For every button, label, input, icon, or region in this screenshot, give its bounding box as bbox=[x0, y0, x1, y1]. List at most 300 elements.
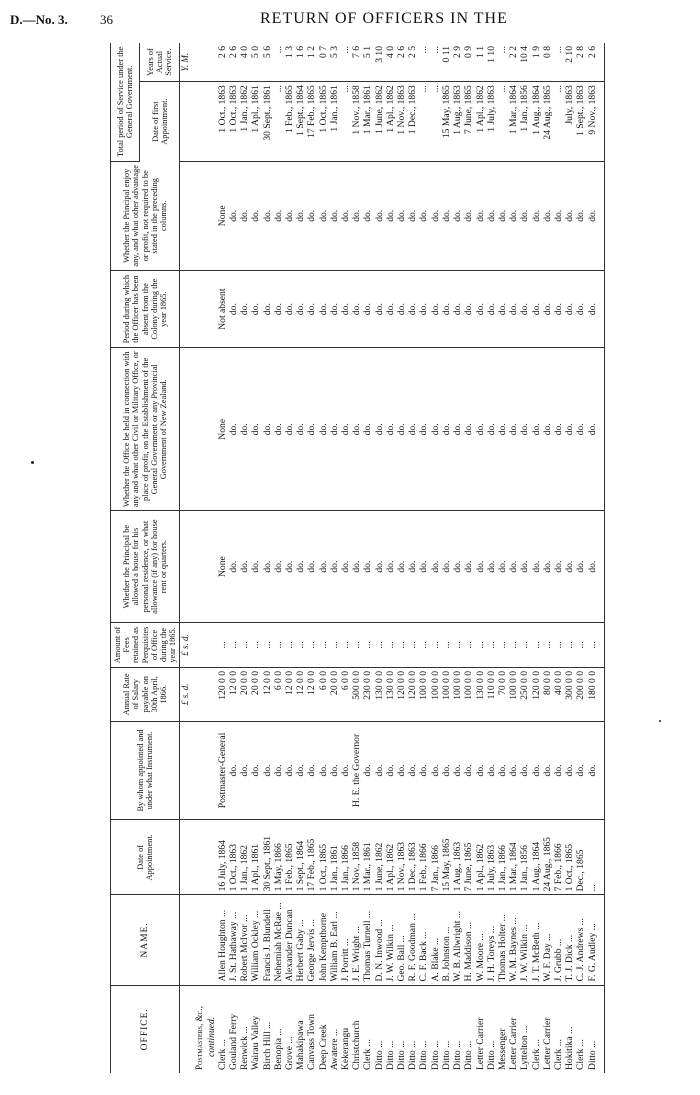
first-appointment-cell: 1 Jan., 1856 bbox=[519, 82, 530, 161]
first-appointment-cell: 1 Jan., 1861 bbox=[329, 82, 340, 161]
table-row bbox=[273, 43, 284, 1073]
fees-cell: ... bbox=[273, 622, 284, 667]
fees-cell: ... bbox=[575, 622, 586, 667]
table-row bbox=[329, 43, 340, 1073]
salary-cell: 180 0 0 bbox=[587, 667, 598, 721]
house-cell: do. bbox=[306, 511, 317, 623]
fees-cell: ... bbox=[407, 622, 418, 667]
house-cell: do. bbox=[519, 511, 530, 623]
office-cell: Ditto ... bbox=[373, 1040, 385, 1070]
fees-units: £ s. d. bbox=[180, 622, 195, 667]
fees-cell: ... bbox=[553, 622, 564, 667]
years-service-cell: ... bbox=[273, 43, 284, 82]
house-cell: do. bbox=[407, 511, 418, 623]
date-cell: 1 Oct., 1865 bbox=[318, 820, 329, 895]
house-cell: do. bbox=[553, 511, 564, 623]
absent-cell: do. bbox=[531, 271, 542, 348]
name-cell: Allen Houghton ... bbox=[217, 895, 228, 985]
office-cell: Benopia ... bbox=[272, 1028, 284, 1070]
date-cell: 7 Jan., 1866 bbox=[430, 820, 441, 895]
salary-cell: 100 0 0 bbox=[441, 667, 452, 721]
col-absent: Period during which the Officer has been absent from the Colony during the year 1865. bbox=[111, 271, 180, 348]
table-row bbox=[430, 43, 441, 1073]
office-cell: Letter Carrier bbox=[541, 1017, 553, 1070]
col-office: OFFICE. bbox=[111, 985, 180, 1073]
house-cell: do. bbox=[475, 511, 486, 623]
absent-cell: do. bbox=[239, 271, 250, 348]
name-cell: Thomas Turnell ... bbox=[362, 895, 373, 985]
years-service-cell: 1 9 bbox=[531, 43, 542, 82]
years-service-cell: 2 6 bbox=[396, 43, 407, 82]
advantage-cell: do. bbox=[452, 161, 463, 270]
absent-cell: do. bbox=[318, 271, 329, 348]
col-name: NAME. bbox=[111, 895, 180, 985]
office-cell: Ditto ... bbox=[485, 1040, 497, 1070]
advantage-cell: do. bbox=[239, 161, 250, 270]
table-row bbox=[486, 43, 497, 1073]
table-row bbox=[553, 43, 564, 1073]
first-appointment-cell: 1 Oct., 1863 bbox=[228, 82, 239, 161]
appointed-by-cell: do. bbox=[273, 721, 284, 820]
absent-cell: do. bbox=[587, 271, 598, 348]
salary-cell: 6 0 0 bbox=[340, 667, 351, 721]
name-cell: D. N. Inwood ... bbox=[374, 895, 385, 985]
fees-cell: ... bbox=[318, 622, 329, 667]
office-cell: Ditto ... bbox=[384, 1040, 396, 1070]
salary-cell: 100 0 0 bbox=[463, 667, 474, 721]
table-row bbox=[374, 43, 385, 1073]
absent-cell: do. bbox=[441, 271, 452, 348]
name-cell: C. J. Andrews ... bbox=[575, 895, 586, 985]
col-fees: Amount of Fees retained as Perquisites of Office during the year 1865. bbox=[111, 622, 180, 667]
table-bottom-rule bbox=[598, 43, 605, 1073]
house-cell: do. bbox=[262, 511, 273, 623]
absent-cell: do. bbox=[430, 271, 441, 348]
col-years-service: Years of Actual Service. bbox=[140, 43, 180, 82]
date-cell: 24 Aug., 1865 bbox=[542, 820, 553, 895]
fees-cell: ... bbox=[396, 622, 407, 667]
first-appointment-cell: 1 Sept., 1864 bbox=[295, 82, 306, 161]
fees-cell: ... bbox=[217, 622, 228, 667]
years-service-cell: 0 9 bbox=[463, 43, 474, 82]
house-cell: do. bbox=[564, 511, 575, 623]
salary-cell: 12 0 0 bbox=[284, 667, 295, 721]
date-cell: 1 Nov., 1858 bbox=[351, 820, 362, 895]
absent-cell: do. bbox=[486, 271, 497, 348]
years-service-cell: 4 0 bbox=[239, 43, 250, 82]
date-cell: 30 Sept., 1861 bbox=[262, 820, 273, 895]
salary-cell: 6 0 0 bbox=[318, 667, 329, 721]
table-row bbox=[250, 43, 261, 1073]
date-cell: 1 Nov., 1863 bbox=[396, 820, 407, 895]
office-cell: Canvass Town bbox=[306, 1014, 318, 1070]
absent-cell: do. bbox=[463, 271, 474, 348]
table-row bbox=[452, 43, 463, 1073]
house-cell: do. bbox=[362, 511, 373, 623]
office-cell: Ditto ... bbox=[440, 1040, 452, 1070]
name-cell: R. F. Goodman ... bbox=[407, 895, 418, 985]
fees-cell: ... bbox=[340, 622, 351, 667]
date-cell: 1 Dec., 1863 bbox=[407, 820, 418, 895]
appointed-by-cell: do. bbox=[475, 721, 486, 820]
name-cell: J. W. Wilkin ... bbox=[519, 895, 530, 985]
absent-cell: do. bbox=[475, 271, 486, 348]
advantage-cell: do. bbox=[340, 161, 351, 270]
advantage-cell: do. bbox=[587, 161, 598, 270]
office-cell: Gouland Ferry bbox=[228, 1013, 240, 1070]
ink-speck bbox=[31, 461, 34, 464]
fees-cell: ... bbox=[519, 622, 530, 667]
first-appointment-cell: 1 Aug., 1864 bbox=[531, 82, 542, 161]
fees-cell: ... bbox=[262, 622, 273, 667]
house-cell: do. bbox=[273, 511, 284, 623]
salary-cell: 12 0 0 bbox=[228, 667, 239, 721]
date-cell: 1 Feb., 1866 bbox=[418, 820, 429, 895]
years-service-cell: 1 3 bbox=[284, 43, 295, 82]
appointed-by-cell: do. bbox=[553, 721, 564, 820]
advantage-cell: do. bbox=[542, 161, 553, 270]
house-cell: do. bbox=[542, 511, 553, 623]
date-cell: Dec., 1865 bbox=[575, 820, 586, 895]
units-row bbox=[180, 43, 195, 1073]
salary-units: £ s. d. bbox=[180, 667, 195, 721]
other-office-cell: do. bbox=[463, 348, 474, 511]
appointed-by-cell: do. bbox=[295, 721, 306, 820]
office-cell: Birch Hill ... bbox=[261, 1021, 273, 1070]
table-row bbox=[217, 43, 228, 1073]
date-cell: 1 Mar., 1864 bbox=[508, 820, 519, 895]
salary-cell: 120 0 0 bbox=[531, 667, 542, 721]
fees-cell: ... bbox=[239, 622, 250, 667]
table-row bbox=[318, 43, 329, 1073]
date-cell: 1 Feb., 1865 bbox=[284, 820, 295, 895]
fees-cell: ... bbox=[250, 622, 261, 667]
years-service-cell: 0 11 bbox=[441, 43, 452, 82]
salary-cell: 40 0 0 bbox=[553, 667, 564, 721]
advantage-cell: do. bbox=[329, 161, 340, 270]
house-cell: do. bbox=[385, 511, 396, 623]
first-appointment-cell: ... bbox=[497, 82, 508, 161]
name-cell: Alexander Duncan bbox=[284, 895, 295, 985]
advantage-cell: do. bbox=[396, 161, 407, 270]
years-service-cell: ... bbox=[553, 43, 564, 82]
salary-cell: 110 0 0 bbox=[486, 667, 497, 721]
first-appointment-cell: 17 Feb., 1865 bbox=[306, 82, 317, 161]
name-cell: H. Maddison ... bbox=[463, 895, 474, 985]
date-cell: 1 Mar., 1861 bbox=[362, 820, 373, 895]
salary-cell: 20 0 0 bbox=[329, 667, 340, 721]
other-office-cell: do. bbox=[306, 348, 317, 511]
years-service-cell: 5 6 bbox=[262, 43, 273, 82]
absent-cell: do. bbox=[542, 271, 553, 348]
first-appointment-cell: 1 Mar., 1864 bbox=[508, 82, 519, 161]
appointed-by-cell: do. bbox=[441, 721, 452, 820]
page-title: RETURN OF OFFICERS IN THE bbox=[260, 10, 508, 27]
name-cell: J. T. McBeth ... bbox=[531, 895, 542, 985]
advantage-cell: do. bbox=[362, 161, 373, 270]
appointed-by-cell: do. bbox=[385, 721, 396, 820]
date-cell: 1 Jan., 1861 bbox=[329, 820, 340, 895]
advantage-cell: do. bbox=[295, 161, 306, 270]
appointed-by-cell: do. bbox=[250, 721, 261, 820]
other-office-cell: do. bbox=[407, 348, 418, 511]
appointed-by-cell: do. bbox=[418, 721, 429, 820]
date-cell: 1 July, 1863 bbox=[486, 820, 497, 895]
other-office-cell: do. bbox=[273, 348, 284, 511]
advantage-cell: do. bbox=[508, 161, 519, 270]
name-cell: Robert McIvor ... bbox=[239, 895, 250, 985]
table-row bbox=[295, 43, 306, 1073]
other-office-cell: None bbox=[217, 348, 228, 511]
first-appointment-cell: 1 Apl., 1861 bbox=[250, 82, 261, 161]
table-row bbox=[575, 43, 586, 1073]
table-row bbox=[441, 43, 452, 1073]
officers-table-rotated bbox=[110, 43, 670, 1073]
table-row bbox=[340, 43, 351, 1073]
other-office-cell: do. bbox=[452, 348, 463, 511]
section-row bbox=[194, 43, 205, 1073]
first-appointment-cell: 1 July, 1863 bbox=[486, 82, 497, 161]
table-row bbox=[463, 43, 474, 1073]
salary-cell: 100 0 0 bbox=[452, 667, 463, 721]
other-office-cell: do. bbox=[587, 348, 598, 511]
table-row bbox=[564, 43, 575, 1073]
advantage-cell: do. bbox=[318, 161, 329, 270]
office-cell: Ditto ... bbox=[452, 1040, 464, 1070]
years-service-cell: 1 10 bbox=[486, 43, 497, 82]
advantage-cell: do. bbox=[531, 161, 542, 270]
house-cell: do. bbox=[418, 511, 429, 623]
absent-cell: do. bbox=[418, 271, 429, 348]
house-cell: do. bbox=[329, 511, 340, 623]
col-by-whom: By whom appointed and under what Instrument. bbox=[111, 721, 180, 820]
office-cell: Hokitika ... bbox=[564, 1026, 576, 1070]
absent-cell: do. bbox=[273, 271, 284, 348]
salary-cell: 12 0 0 bbox=[306, 667, 317, 721]
advantage-cell: do. bbox=[273, 161, 284, 270]
office-cell: Mahakipawa bbox=[295, 1020, 307, 1070]
salary-cell: 20 0 0 bbox=[250, 667, 261, 721]
salary-cell: 80 0 0 bbox=[542, 667, 553, 721]
table-row bbox=[418, 43, 429, 1073]
table-row bbox=[351, 43, 362, 1073]
advantage-cell: do. bbox=[351, 161, 362, 270]
years-service-cell: 5 1 bbox=[362, 43, 373, 82]
office-cell: Kekerangu bbox=[340, 1027, 352, 1070]
date-cell: 15 May, 1865 bbox=[441, 820, 452, 895]
house-cell: do. bbox=[430, 511, 441, 623]
office-cell: Ditto ... bbox=[418, 1040, 430, 1070]
name-cell: Geo. Ball ... bbox=[396, 895, 407, 985]
absent-cell: do. bbox=[553, 271, 564, 348]
absent-cell: do. bbox=[329, 271, 340, 348]
other-office-cell: do. bbox=[362, 348, 373, 511]
date-cell: 1 Apl., 1861 bbox=[250, 820, 261, 895]
name-cell: W. M. Baynes ... bbox=[508, 895, 519, 985]
appointed-by-cell: do. bbox=[362, 721, 373, 820]
fees-cell: ... bbox=[306, 622, 317, 667]
house-cell: do. bbox=[340, 511, 351, 623]
advantage-cell: do. bbox=[475, 161, 486, 270]
appointed-by-cell: do. bbox=[306, 721, 317, 820]
years-service-cell: 2 6 bbox=[217, 43, 228, 82]
date-cell: 7 Feb., 1866 bbox=[553, 820, 564, 895]
advantage-cell: do. bbox=[564, 161, 575, 270]
name-cell: B. Johnston ... bbox=[441, 895, 452, 985]
fees-cell: ... bbox=[497, 622, 508, 667]
office-cell: Wairau Valley bbox=[250, 1015, 262, 1070]
advantage-cell: do. bbox=[284, 161, 295, 270]
years-service-cell: ... bbox=[340, 43, 351, 82]
fees-cell: ... bbox=[564, 622, 575, 667]
other-office-cell: do. bbox=[340, 348, 351, 511]
appointed-by-cell: do. bbox=[452, 721, 463, 820]
other-office-cell: do. bbox=[295, 348, 306, 511]
date-cell: 1 June, 1862 bbox=[374, 820, 385, 895]
first-appointment-cell: ... bbox=[553, 82, 564, 161]
office-cell: Ditto ... bbox=[396, 1040, 408, 1070]
advantage-cell: do. bbox=[497, 161, 508, 270]
other-office-cell: do. bbox=[430, 348, 441, 511]
name-cell: Herbert Gaby ... bbox=[295, 895, 306, 985]
house-cell: do. bbox=[250, 511, 261, 623]
name-cell: J. E. Wright ... bbox=[351, 895, 362, 985]
name-cell: T. J. Dick ... bbox=[564, 895, 575, 985]
office-cell: Ditto ... bbox=[586, 1040, 598, 1070]
first-appointment-cell: 1 Dec., 1863 bbox=[407, 82, 418, 161]
date-cell: ... bbox=[587, 820, 598, 895]
advantage-cell: do. bbox=[519, 161, 530, 270]
years-service-cell: 7 6 bbox=[351, 43, 362, 82]
absent-cell: do. bbox=[575, 271, 586, 348]
appointed-by-cell: do. bbox=[228, 721, 239, 820]
years-service-cell: ... bbox=[497, 43, 508, 82]
name-cell: J. Grubb ... bbox=[553, 895, 564, 985]
appointed-by-cell: do. bbox=[318, 721, 329, 820]
appointed-by-cell: do. bbox=[374, 721, 385, 820]
table-row bbox=[396, 43, 407, 1073]
header-row bbox=[111, 43, 140, 1073]
date-cell: 1 Jan., 1866 bbox=[340, 820, 351, 895]
date-cell: 1 Aug., 1864 bbox=[531, 820, 542, 895]
date-cell: 1 Apl., 1862 bbox=[385, 820, 396, 895]
years-service-cell: 2 6 bbox=[587, 43, 598, 82]
years-service-cell: ... bbox=[418, 43, 429, 82]
salary-cell: 70 0 0 bbox=[497, 667, 508, 721]
other-office-cell: do. bbox=[475, 348, 486, 511]
house-cell: do. bbox=[486, 511, 497, 623]
officers-table bbox=[110, 43, 605, 1073]
salary-cell: 100 0 0 bbox=[430, 667, 441, 721]
page-number: 36 bbox=[100, 12, 113, 27]
table-row bbox=[497, 43, 508, 1073]
absent-cell: do. bbox=[250, 271, 261, 348]
office-cell: Awatere ... bbox=[328, 1028, 340, 1070]
house-cell: do. bbox=[452, 511, 463, 623]
salary-cell: 12 0 0 bbox=[262, 667, 273, 721]
salary-cell: 100 0 0 bbox=[508, 667, 519, 721]
advantage-cell: do. bbox=[407, 161, 418, 270]
date-cell: 1 Jan., 1862 bbox=[239, 820, 250, 895]
years-service-cell: ... bbox=[430, 43, 441, 82]
col-advantage: Whether the Principal enjoy any, and what other advantage or profit, not required to be stated in the preceding columns. bbox=[111, 161, 180, 270]
name-cell: F. G. Audley ... bbox=[587, 895, 598, 985]
absent-cell: do. bbox=[295, 271, 306, 348]
table-body bbox=[180, 43, 604, 1073]
salary-cell: 130 0 0 bbox=[475, 667, 486, 721]
appointed-by-cell: do. bbox=[564, 721, 575, 820]
advantage-cell: do. bbox=[575, 161, 586, 270]
first-appointment-cell: 24 Aug., 1865 bbox=[542, 82, 553, 161]
salary-cell: 130 0 0 bbox=[374, 667, 385, 721]
appointed-by-cell: do. bbox=[531, 721, 542, 820]
fees-cell: ... bbox=[284, 622, 295, 667]
house-cell: do. bbox=[531, 511, 542, 623]
table-row bbox=[407, 43, 418, 1073]
advantage-cell: do. bbox=[262, 161, 273, 270]
years-service-cell: 0 8 bbox=[542, 43, 553, 82]
house-cell: do. bbox=[587, 511, 598, 623]
salary-cell: 6 0 0 bbox=[273, 667, 284, 721]
name-cell: A. Blake ... bbox=[430, 895, 441, 985]
fees-cell: ... bbox=[430, 622, 441, 667]
appointed-by-cell: do. bbox=[575, 721, 586, 820]
first-appointment-cell: 7 June, 1865 bbox=[463, 82, 474, 161]
other-office-cell: do. bbox=[351, 348, 362, 511]
salary-cell: 20 0 0 bbox=[239, 667, 250, 721]
appointed-by-cell: do. bbox=[239, 721, 250, 820]
office-cell: Clerk ... bbox=[216, 1039, 228, 1070]
col-other-office: Whether the Office be held in connection with any and what other Civil or Military Office, or place of profit, on the Establishment of the General Government or any Provincial Government of New Zealand. bbox=[111, 348, 180, 511]
other-office-cell: do. bbox=[519, 348, 530, 511]
table-row bbox=[508, 43, 519, 1073]
other-office-cell: do. bbox=[329, 348, 340, 511]
house-cell: None bbox=[217, 511, 228, 623]
advantage-cell: do. bbox=[228, 161, 239, 270]
fees-cell: ... bbox=[475, 622, 486, 667]
advantage-cell: None bbox=[217, 161, 228, 270]
first-appointment-cell: 1 Mar., 1861 bbox=[362, 82, 373, 161]
other-office-cell: do. bbox=[228, 348, 239, 511]
fees-cell: ... bbox=[385, 622, 396, 667]
first-appointment-cell: 1 Jan., 1862 bbox=[239, 82, 250, 161]
date-cell: 1 Sept., 1864 bbox=[295, 820, 306, 895]
salary-cell: 200 0 0 bbox=[575, 667, 586, 721]
appointed-by-cell: do. bbox=[340, 721, 351, 820]
years-service-cell: 4 0 bbox=[385, 43, 396, 82]
name-cell: W. B. Allwright ... bbox=[452, 895, 463, 985]
name-cell: William Ockley ... bbox=[250, 895, 261, 985]
table-row bbox=[531, 43, 542, 1073]
absent-cell: do. bbox=[340, 271, 351, 348]
name-cell: J. H. Toreys ... bbox=[486, 895, 497, 985]
salary-cell: 120 0 0 bbox=[396, 667, 407, 721]
years-service-cell: 0 7 bbox=[318, 43, 329, 82]
absent-cell: do. bbox=[564, 271, 575, 348]
house-cell: do. bbox=[497, 511, 508, 623]
col-total-period: Total period of Service under the General Government. bbox=[111, 43, 140, 161]
absent-cell: do. bbox=[306, 271, 317, 348]
first-appointment-cell: 1 Aug., 1863 bbox=[452, 82, 463, 161]
first-appointment-cell: 1 Apl., 1862 bbox=[475, 82, 486, 161]
house-cell: do. bbox=[463, 511, 474, 623]
first-appointment-cell: 1 June, 1862 bbox=[374, 82, 385, 161]
advantage-cell: do. bbox=[441, 161, 452, 270]
name-cell: John Kempthorne bbox=[318, 895, 329, 985]
name-cell: William B. Earl ... bbox=[329, 895, 340, 985]
office-cell: Clerk ... bbox=[362, 1039, 374, 1070]
salary-cell: 130 0 0 bbox=[385, 667, 396, 721]
